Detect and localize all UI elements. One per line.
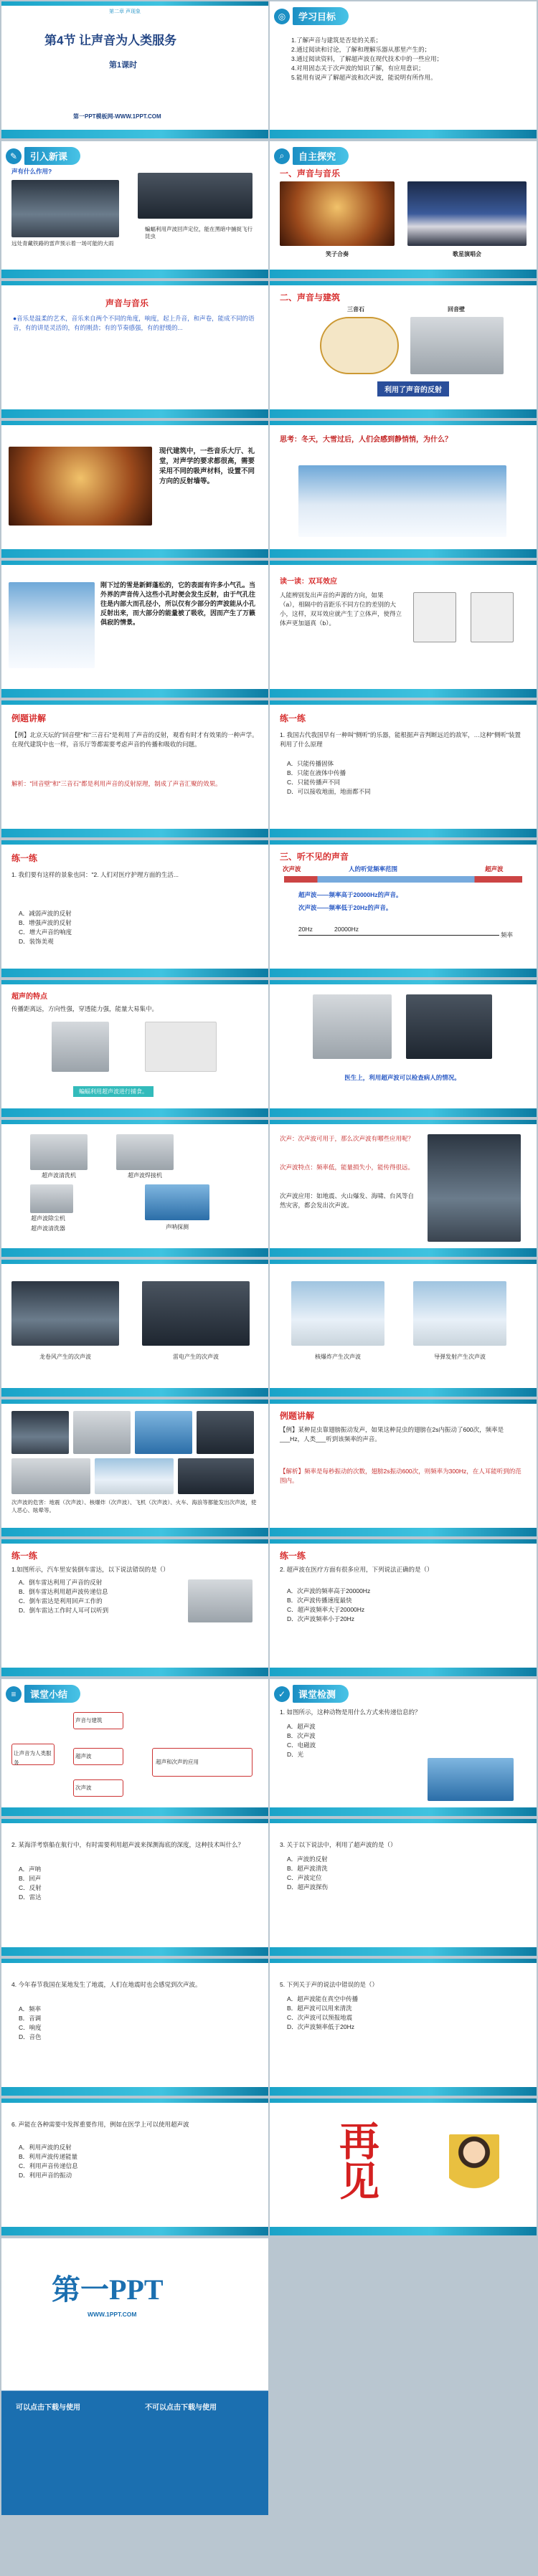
goal-item: 3.通过阅读资料，了解超声波在现代技术中的一些应用； bbox=[291, 55, 443, 62]
frequency-axis-line bbox=[298, 935, 499, 936]
slide-test-2[interactable] bbox=[1, 1819, 268, 1956]
feature-text: 次声波特点：频率低，能量损失小，能传得很远。 bbox=[280, 1164, 415, 1171]
bottom-wave bbox=[270, 1108, 537, 1117]
body-text: ●音乐是温柔的艺术，音乐来自两个不同的角度，响度，起上升音，和声卷，能成不同的语音，有的讲是灵活的，有的刚劲；有的节奏感强，有的舒缓的... bbox=[13, 315, 255, 331]
option[interactable]: B．增强声波的反射 bbox=[19, 919, 72, 926]
question-text: 2. 某海洋考察船在航行中，有时需要利用超声波来探测海底的深度，这种技术叫什么？ bbox=[11, 1841, 244, 1848]
top-wave bbox=[270, 421, 537, 425]
summary-node: 超声波 bbox=[73, 1748, 123, 1765]
option[interactable]: B．超声波可以用来清洗 bbox=[287, 2005, 352, 2012]
question-text: 6. 声能在各种需要中发挥重要作用，例如在医学上可以使用超声波 bbox=[11, 2121, 189, 2128]
section-title: 二、声音与建筑 bbox=[280, 293, 341, 303]
option[interactable]: A．超声波 bbox=[287, 1723, 316, 1730]
caption-right: 蝙蝠利用声波回声定位，能在黑暗中捕捉飞行昆虫 bbox=[145, 226, 253, 239]
label-left: 三音石 bbox=[347, 306, 364, 313]
section-title: 练一练 bbox=[11, 853, 38, 863]
question-text: 1.如图所示，汽车里安装倒车雷达，以下说法错误的是（） bbox=[11, 1566, 169, 1573]
top-wave bbox=[270, 1260, 537, 1264]
section-title: 练一练 bbox=[280, 713, 306, 723]
concert-image bbox=[407, 181, 527, 246]
concert-hall-image bbox=[9, 447, 152, 526]
top-wave bbox=[1, 1399, 268, 1404]
top-wave bbox=[1, 980, 268, 984]
device-label: 超声波除尘机 bbox=[31, 1215, 65, 1222]
option[interactable]: C．次声波可以预报地震 bbox=[287, 2014, 353, 2021]
bottom-wave bbox=[270, 409, 537, 418]
option[interactable]: C．响度 bbox=[19, 2024, 42, 2031]
slide-summary[interactable] bbox=[1, 1679, 268, 1816]
slide-infrasound-explosion[interactable] bbox=[270, 1260, 537, 1397]
question-text: 3. 关于以下说法中，利用了超声波的是（） bbox=[280, 1841, 397, 1848]
top-wave bbox=[1, 1819, 268, 1823]
section-title: 一、声音与音乐 bbox=[280, 168, 341, 179]
uses-text: 次声波应用：如地震、火山爆发、海啸、台风等自然灾害，都会发出次声波。 bbox=[280, 1192, 415, 1209]
frequency-band bbox=[284, 876, 522, 883]
caption-right: 歌星演唱会 bbox=[453, 251, 481, 257]
option[interactable]: A．倒车雷达利用了声音的反射 bbox=[19, 1579, 103, 1586]
slide-test-5[interactable] bbox=[270, 1959, 537, 2096]
top-wave bbox=[270, 840, 537, 845]
sonar-image bbox=[145, 1184, 209, 1220]
top-wave bbox=[1, 421, 268, 425]
bottom-wave bbox=[1, 130, 268, 138]
caption-left: 龙卷风产生的次声波 bbox=[39, 1354, 91, 1360]
snow-landscape-image bbox=[298, 465, 506, 537]
caption-left: 远处青藏铁路的雷声预示着一场可能的大雨 bbox=[11, 240, 114, 247]
tornado-image bbox=[11, 1281, 119, 1346]
device-label: 超声波清洗器 bbox=[31, 1225, 65, 1232]
slide-music[interactable] bbox=[1, 281, 268, 418]
top-wave bbox=[270, 980, 537, 984]
section-title: 练一练 bbox=[280, 1551, 306, 1561]
option[interactable]: B．超声波清洗 bbox=[287, 1865, 328, 1872]
option[interactable]: B．次声波 bbox=[287, 1732, 316, 1739]
goal-item: 2.通过阅读和讨论，了解和理解乐器从那里产生的； bbox=[291, 46, 431, 53]
option[interactable]: D．可以接收地面，地面都不同 bbox=[287, 788, 371, 795]
bottom-wave bbox=[1, 689, 268, 698]
option[interactable]: D．倒车雷达工作时人耳可以听到 bbox=[19, 1607, 109, 1614]
device-label: 超声波焊接机 bbox=[128, 1172, 162, 1179]
ultrasound-exam-image bbox=[313, 994, 392, 1059]
slide-title[interactable] bbox=[1, 1, 268, 138]
option[interactable]: D．利用声音的振动 bbox=[19, 2172, 72, 2179]
option[interactable]: B．回声 bbox=[19, 1875, 42, 1882]
slide-practice-4[interactable] bbox=[270, 1539, 537, 1676]
bat-sketch-image bbox=[52, 1022, 109, 1072]
check-icon: ✓ bbox=[274, 1686, 290, 1702]
question-text: 【例】北京天坛的"回音壁"和"三音石"是利用了声音的反射，观看有时才有效果的一种声学。在现代建筑中也一样，音乐厅等都需要考虑声音的传播和吸收的问题。 bbox=[11, 731, 258, 748]
bottom-wave bbox=[270, 549, 537, 558]
top-wave bbox=[1, 1260, 268, 1264]
top-wave bbox=[1, 700, 268, 705]
slide-test-1[interactable] bbox=[270, 1679, 537, 1816]
section-title: 三、听不见的声音 bbox=[280, 852, 349, 862]
bottom-wave bbox=[1, 1108, 268, 1117]
slide-test-6[interactable] bbox=[1, 2099, 268, 2235]
slide-ultrasound-devices[interactable] bbox=[1, 1120, 268, 1257]
body-text: 传播距离远，方向性强，穿透能力强，能量大易集中。 bbox=[11, 1005, 159, 1012]
reflection-caption: 利用了声音的反射 bbox=[377, 381, 449, 396]
slide-ultrasound-medical[interactable] bbox=[270, 980, 537, 1117]
slide-concert-hall[interactable] bbox=[1, 421, 268, 558]
slide-example-2[interactable] bbox=[270, 1399, 537, 1536]
lesson-title: 第4节 让声音为人类服务 bbox=[44, 34, 177, 47]
bottom-wave bbox=[1, 2227, 268, 2235]
bottom-wave bbox=[270, 2087, 537, 2096]
bottom-wave bbox=[270, 1388, 537, 1397]
top-wave bbox=[270, 281, 537, 285]
top-wave bbox=[270, 1819, 537, 1823]
caption: 医生上，利用超声波可以检查病人的情况。 bbox=[344, 1074, 461, 1081]
bottom-wave bbox=[1, 969, 268, 977]
missile-launch-image bbox=[413, 1281, 506, 1346]
slide-snow-answer[interactable] bbox=[1, 561, 268, 698]
body-text: 刚下过的雪是新鲜蓬松的，它的表面有许多小气孔。当外界的声音传入这些小孔时便会发生反射，由于气孔往往是内部大而孔径小，所以仅有少部分的声波能从小孔反射出来，而大部分的能量被了吸收，因而产生了万籁俱寂的情景。 bbox=[100, 581, 256, 626]
summary-node: 让声音为人类服务 bbox=[11, 1744, 55, 1765]
question-text: 5. 下列关于声的说法中错误的是（） bbox=[280, 1981, 378, 1988]
option[interactable]: A．只能传播固体 bbox=[287, 760, 334, 767]
option[interactable]: C．电磁波 bbox=[287, 1741, 316, 1749]
question-text: 次声：次声波可用于，那么次声波有哪些应用呢？ bbox=[280, 1135, 415, 1142]
left-title: 可以点击下载与使用 bbox=[16, 2404, 80, 2412]
answer-text: 【解析】频率是每秒振动的次数，翅膀2s振动600次，则频率为300Hz，在人耳能听到的范围内。 bbox=[280, 1468, 522, 1484]
goal-item: 1.了解声音与建筑是否是的关系； bbox=[291, 37, 382, 44]
bottom-wave bbox=[270, 689, 537, 698]
option[interactable]: C．增大声音的响度 bbox=[19, 928, 72, 936]
footer-ad[interactable] bbox=[1, 2238, 268, 2515]
bottom-wave bbox=[270, 1947, 537, 1956]
summary-node: 次声波 bbox=[73, 1779, 123, 1797]
caption-left: 笑子合奏 bbox=[326, 251, 349, 257]
three-stones-diagram bbox=[320, 317, 399, 374]
ruins-image bbox=[73, 1411, 131, 1454]
slide-ultrasound-features[interactable] bbox=[1, 980, 268, 1117]
bottom-wave bbox=[1, 1807, 268, 1816]
caption: 次声波的危害：地震（次声波）、核爆炸（次声波）、飞机（次声波）、火车、海浪等都能发出次声波，使人恶心、眩晕等。 bbox=[11, 1499, 257, 1513]
option[interactable]: D．音色 bbox=[19, 2033, 42, 2040]
device-label: 声呐探测 bbox=[166, 1224, 189, 1230]
bottom-wave bbox=[1, 270, 268, 278]
caption-left: 核爆炸产生次声波 bbox=[315, 1354, 361, 1360]
search-icon: ⌕ bbox=[274, 148, 290, 164]
aurora-image bbox=[197, 1411, 254, 1454]
nuclear-blast-image bbox=[291, 1281, 384, 1346]
question-text: 1. 如图所示，这种动物是用什么方式来传递信息的？ bbox=[280, 1708, 421, 1716]
top-wave bbox=[1, 1959, 268, 1963]
option[interactable]: B．音调 bbox=[19, 2015, 42, 2022]
option[interactable]: D．光 bbox=[287, 1751, 304, 1758]
bottom-wave bbox=[270, 1807, 537, 1816]
bottom-wave bbox=[1, 409, 268, 418]
question-text: 1. 我国古代我国早有一种叫"侧听"的乐器，能根据声音判断远近的敌军，…这种"侧听"装置利用了什么原理 bbox=[280, 731, 522, 748]
ultrasonic-definition: 超声波——频率高于20000Hz的声音。 bbox=[298, 891, 402, 898]
breadcrumb: 第二章 声现象 bbox=[109, 9, 141, 14]
axis-label: 频率 bbox=[501, 931, 514, 938]
bottom-wave bbox=[270, 1248, 537, 1257]
right-title: 不可以点击下载与使用 bbox=[145, 2404, 217, 2412]
bottom-wave bbox=[1, 1668, 268, 1676]
slide-example-1[interactable] bbox=[1, 700, 268, 837]
question-text: 【例】某种昆虫靠翅膀振动发声，如果这种昆虫的翅膀在2s内振动了600次，频率是___Hz，人类___听到该频率的声音。 bbox=[280, 1426, 504, 1443]
slide-infrasound-hazard[interactable] bbox=[1, 1399, 268, 1536]
top-wave bbox=[1, 1539, 268, 1544]
caption-banner: 蝙蝠利用超声波进行捕食。 bbox=[73, 1086, 154, 1097]
ultrasound-scan-image bbox=[406, 994, 492, 1059]
airplane-image bbox=[95, 1458, 174, 1494]
top-wave bbox=[270, 700, 537, 705]
bottom-wave bbox=[1, 1388, 268, 1397]
slide-explore[interactable] bbox=[270, 141, 537, 278]
option[interactable]: C．声波定位 bbox=[287, 1874, 322, 1881]
device-label: 超声波清洗机 bbox=[42, 1172, 76, 1179]
train-image bbox=[178, 1458, 254, 1494]
answer-text: 解析："回音壁"和"三音石"都是利用声音的反射原理，制成了声音汇聚的效果。 bbox=[11, 780, 222, 787]
slide-test-4[interactable] bbox=[1, 1959, 268, 2096]
car-radar-image bbox=[188, 1579, 253, 1622]
section-header: 自主探究 bbox=[293, 147, 349, 165]
bottom-wave bbox=[1, 2087, 268, 2096]
goal-item: 4.对用固态关于次声波的知识了解，有应用意识； bbox=[291, 65, 425, 72]
bottom-wave bbox=[270, 2227, 537, 2235]
section-title: 练一练 bbox=[11, 1551, 38, 1561]
top-wave bbox=[270, 1539, 537, 1544]
slide-inaudible[interactable] bbox=[270, 840, 537, 977]
slide-intro[interactable] bbox=[1, 141, 268, 278]
orchestra-image bbox=[280, 181, 395, 246]
slide-think-snow[interactable] bbox=[270, 421, 537, 558]
section-header: 课堂小结 bbox=[24, 1685, 80, 1703]
slide-binaural[interactable] bbox=[270, 561, 537, 698]
option[interactable]: B．只能在液体中传播 bbox=[287, 769, 346, 776]
top-wave bbox=[1, 1, 268, 6]
bottom-wave bbox=[1, 829, 268, 837]
bottom-wave bbox=[270, 270, 537, 278]
top-wave bbox=[1, 2099, 268, 2103]
bottom-wave bbox=[1, 1528, 268, 1536]
section-title: 声音与音乐 bbox=[105, 298, 149, 308]
slide-practice-1[interactable] bbox=[270, 700, 537, 837]
slide-practice-2[interactable] bbox=[1, 840, 268, 977]
slide-infrasound-weather[interactable] bbox=[1, 1260, 268, 1397]
body-text: 现代建筑中，一些音乐大厅、礼堂，对声学的要求都很高，需要采用不同的吸声材料，设置不同方向的反射墙等。 bbox=[159, 447, 255, 485]
tick-label: 20000Hz bbox=[334, 926, 359, 933]
brand-logo: 第一PPT bbox=[52, 2273, 164, 2306]
welder-image bbox=[116, 1134, 174, 1170]
bottom-wave bbox=[270, 1528, 537, 1536]
duster-image bbox=[30, 1184, 73, 1213]
lightning-image bbox=[142, 1281, 250, 1346]
option[interactable]: D．雷达 bbox=[19, 1893, 42, 1901]
tick-label: 20Hz bbox=[298, 926, 313, 933]
option[interactable]: C．利用声音传递信息 bbox=[19, 2162, 78, 2169]
option[interactable]: A．超声波能在真空中传播 bbox=[287, 1995, 359, 2002]
bottom-wave bbox=[1, 1947, 268, 1956]
bottom-wave bbox=[1, 549, 268, 558]
goal-item: 5.能用有说声了解超声波和次声波，能说明有所作用。 bbox=[291, 74, 437, 81]
site-label: 第一PPT模板网-WWW.1PPT.COM bbox=[73, 113, 161, 120]
option[interactable]: D．装饰美观 bbox=[19, 938, 54, 945]
top-wave bbox=[1, 561, 268, 565]
infrasonic-definition: 次声波——频率低于20Hz的声音。 bbox=[298, 904, 392, 911]
bottom-wave bbox=[270, 969, 537, 977]
infrasonic-label: 次声波 bbox=[283, 865, 301, 873]
option[interactable]: B．次声波传播速度最快 bbox=[287, 1597, 352, 1604]
option[interactable]: A．频率 bbox=[19, 2005, 42, 2012]
snow-tree-image bbox=[9, 582, 95, 668]
lesson-subtitle: 第1课时 bbox=[109, 61, 138, 70]
top-wave bbox=[1, 281, 268, 285]
top-wave bbox=[1, 1120, 268, 1124]
bat-image bbox=[138, 173, 253, 219]
section-header: 课堂检测 bbox=[293, 1685, 349, 1703]
section-header: 学习目标 bbox=[293, 7, 349, 25]
body-text: 人能辨别发出声音的声源的方向，如果（a），相隔中的音距乐不同方位的差别的大小，这样，双耳效应就产生了立体声，使得立体声更加逼真（b）。 bbox=[280, 591, 402, 627]
option[interactable]: A．利用声波的反射 bbox=[19, 2144, 72, 2151]
slide-infrasound-intro[interactable] bbox=[270, 1120, 537, 1257]
bat-echo-diagram bbox=[145, 1022, 217, 1072]
section-title: 例题讲解 bbox=[280, 1411, 315, 1421]
crowd-image bbox=[11, 1458, 90, 1494]
option[interactable]: A．次声波的频率高于20000Hz bbox=[287, 1587, 371, 1594]
target-icon: ◎ bbox=[274, 9, 290, 24]
volcano-image bbox=[428, 1134, 521, 1242]
option[interactable]: D．次声波频率小于20Hz bbox=[287, 1615, 354, 1622]
echo-wall-image bbox=[410, 317, 504, 374]
earthquake-image bbox=[11, 1411, 69, 1454]
intro-question: 声有什么作用? bbox=[11, 168, 52, 175]
option[interactable]: C．超声波频率大于20000Hz bbox=[287, 1606, 365, 1613]
option[interactable]: A．减弱声波的反射 bbox=[19, 910, 72, 917]
question-text: 2. 超声波在医疗方面有很多应用，下列说法正确的是（） bbox=[280, 1566, 433, 1573]
top-wave bbox=[1, 840, 268, 845]
option[interactable]: C．反射 bbox=[19, 1884, 42, 1891]
book-icon: ✎ bbox=[6, 148, 22, 164]
think-question: 思考：冬天，大雪过后，人们会感到静悄悄，为什么？ bbox=[280, 436, 452, 444]
ultrasonic-label: 超声波 bbox=[485, 865, 504, 873]
caption-right: 雷电产生的次声波 bbox=[173, 1354, 219, 1360]
slide-architecture[interactable] bbox=[270, 281, 537, 418]
thunderstorm-image bbox=[11, 180, 119, 237]
tsunami-image bbox=[135, 1411, 192, 1454]
audible-label: 人的听觉频率范围 bbox=[349, 865, 398, 873]
option[interactable]: B．倒车雷达利用超声波传递信息 bbox=[19, 1588, 108, 1595]
section-title: 读一读：双耳效应 bbox=[280, 578, 337, 586]
bottom-wave bbox=[270, 829, 537, 837]
slide-goodbye[interactable] bbox=[270, 2099, 537, 2235]
section-title: 超声的特点 bbox=[11, 993, 47, 1001]
cleaner-image bbox=[30, 1134, 88, 1170]
option[interactable]: A．声呐 bbox=[19, 1866, 42, 1873]
bottom-wave bbox=[270, 130, 537, 138]
top-wave bbox=[270, 1959, 537, 1963]
caption-right: 导弹发射产生次声波 bbox=[434, 1354, 486, 1360]
section-header: 引入新课 bbox=[24, 147, 80, 165]
brand-site: WWW.1PPT.COM bbox=[88, 2311, 137, 2318]
top-wave bbox=[270, 2099, 537, 2103]
bottom-wave bbox=[270, 1668, 537, 1676]
option[interactable]: C．倒车雷达是利用回声工作的 bbox=[19, 1597, 103, 1605]
top-wave bbox=[270, 1120, 537, 1124]
top-wave bbox=[270, 1399, 537, 1404]
question-text: 4. 今年春节我国在某地发生了地震，人们在地震时也会感觉到次声波。 bbox=[11, 1981, 202, 1988]
summary-node: 声音与建筑 bbox=[73, 1712, 123, 1729]
option[interactable]: D．次声波频率低于20Hz bbox=[287, 2023, 354, 2030]
cartoon-girl-image bbox=[449, 2134, 499, 2206]
summary-node: 超声和次声的应用 bbox=[152, 1748, 253, 1777]
slide-goals[interactable] bbox=[270, 1, 537, 138]
slide-practice-3[interactable] bbox=[1, 1539, 268, 1676]
top-wave bbox=[270, 561, 537, 565]
label-right: 回音壁 bbox=[448, 306, 465, 313]
question-text: 1. 我们要有这样的景象也同："2. 人们对医疗护理方面的生活... bbox=[11, 871, 179, 878]
farewell-text: 再见 bbox=[334, 2120, 378, 2200]
option[interactable]: B．利用声波传递能量 bbox=[19, 2153, 78, 2160]
option[interactable]: A．声波的反射 bbox=[287, 1855, 328, 1863]
option[interactable]: D．超声波探伤 bbox=[287, 1883, 329, 1891]
option[interactable]: C．只能传播声不同 bbox=[287, 779, 341, 786]
slide-test-3[interactable] bbox=[270, 1819, 537, 1956]
dolphin-image bbox=[428, 1758, 514, 1801]
head-diagram-a bbox=[413, 592, 456, 642]
section-title: 例题讲解 bbox=[11, 713, 47, 723]
bottom-wave bbox=[1, 1248, 268, 1257]
summary-icon: ≡ bbox=[6, 1686, 22, 1702]
head-diagram-b bbox=[471, 592, 514, 642]
